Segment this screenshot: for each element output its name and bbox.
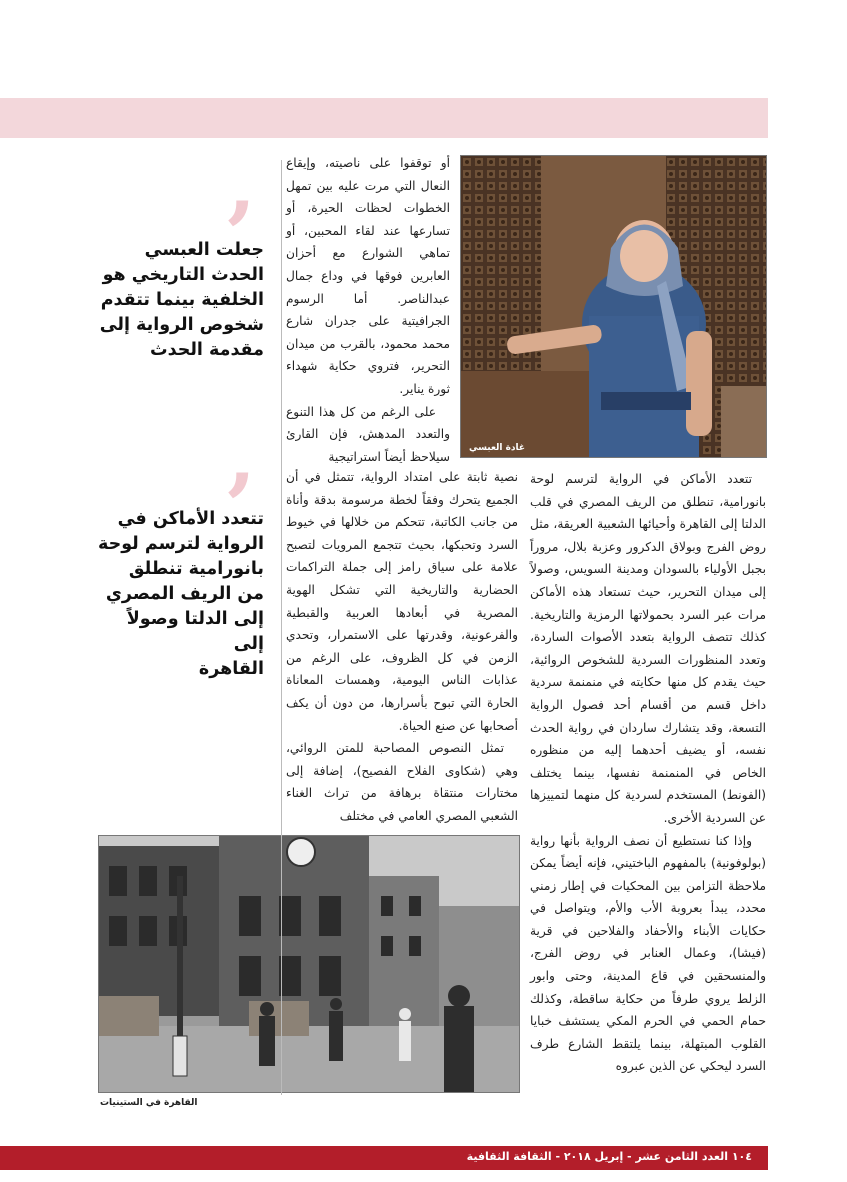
paragraph: أو توقفوا على ناصيته، وإيقاع النعال التي مرت عليه بين تمهل الخطوات لحظات الحيرة، أو تسارعها عند لقاء المحبين، أو تماهي الشوارع مع أحزان العابرين فوقها في وداع جمال عبدالناصر. أما الرسوم الجرافيتية على جدران شارع محمد محمود، بالقرب من ميدان التحرير، فتروي حكاية شهداء ثورة يناير. [286,156,450,396]
quote-line: مقدمة الحدث [150,340,264,360]
page-footer [0,1146,768,1170]
footer-text: ١٠٤ العدد الثامن عشر - إبريل ٢٠١٨ - الثقافة الثقافية [466,1150,752,1163]
quote-line: شخوص الرواية إلى [99,315,264,335]
pull-quote-2 [96,507,264,682]
paragraph: تتعدد الأماكن في الرواية لترسم لوحة بانورامية، تنطلق من الريف المصري في قلب الدلتا إلى القاهرة وأحيائها الشعبية العريقة، مثل روض الفرج وبولاق الدكرور وعزبة بلال، مروراً بجبل الأولياء بالسودان ومدينة السويس، وصولاً إلى ميدان التحرير، حيث تستعاد هذه الأماكن مرات عبر السرد بحمولاتها الرمزية والتاريخية. كذلك تتصف الرواية بتعدد الأصوات الساردة، وتعدد المنظورات السردية للشخوص الروائية، حيث يقدم كل منها حكايته في منمنمة سردية داخل قسم من أقسام أحد فصول الرواية التسعة، وقد يتشارك ساردان في رواية الحدث نفسه، أو يضيف أحدهما إليه من منظوره الخاص في المنمنمة نفسها، بينما يختلف (الفونط) المستخدم لسردية كل منهما لتمييزها عن السردية الأخرى. [530,472,766,825]
portrait-illustration [461,156,767,458]
article-column-middle-top [286,152,450,468]
header-band [0,98,768,138]
quote-line: تتعدد الأماكن في [117,509,264,529]
portrait-caption: غادة العبسي [469,443,526,453]
quote-mark-icon: ’ [224,182,256,288]
paragraph: تمثل النصوص المصاحبة للمتن الروائي، وهي (شكاوى الفلاح الفصيح)، إضافة إلى مختارات منتقاة برهافة من تراث الغناء الشعبي المصري العامي في مختلف [286,741,518,823]
paragraph: على الرغم من كل هذا التنوع والتعدد المدهش، فإن القارئ سيلاحظ أيضاً استراتيجية [286,404,450,464]
quote-line: من الريف المصري [105,584,264,604]
quote-line: الخلفية بينما تتقدم [100,290,264,310]
quote-mark-icon: ’ [224,454,256,560]
quote-line: الحدث التاريخي هو [102,265,264,285]
paragraph: نصية ثابتة على امتداد الرواية، تتمثل في أن الجميع يتحرك وفقاً لخطة مرسومة بدقة وأناة من جانب الكاتبة، تتحكم من خلالها في خيوط السرد وتحبكها، بحيث تتجمع المرويات لتصبح علامة على سياق رامز إلى جملة التراكمات الحضارية والتاريخية التي تشكل الهوية المصرية في أبعادها العربية والقبطية والفرعونية، وقدرتها على الاستمرار، وتحدي الزمن في كل الظروف، على الرغم من عذابات الناس اليومية، وهمسات المعاناة الحارة التي تبوح بأسرارها، من دون أن يكف أصحابها عن صنع الحياة. [286,470,518,733]
pull-quote-1 [96,238,264,363]
column-divider [281,160,282,1095]
quote-line: القاهرة [198,659,264,679]
article-column-middle-bottom [286,466,518,828]
paragraph: وإذا كنا نستطيع أن نصف الرواية بأنها رواية (بولوفونية) بالمفهوم الباختيني، فإنه أيضاً يمكن ملاحظة التزامن بين المحكيات في إطار زمني محدد، يبدأ بعروبة الأب والأم، ويتواصل في حكايات الأبناء والأحفاد والفلاحين في قرية (فيشا)، وعمال العنابر في روض الفرج، والمنسحقين في قاع المدينة، وحتى وابور الزلط يروي طرفاً من حكاية ساقطة، وكذلك حمام الحمي في الحرم المكي يستشف خبايا القلوب المبتهلة، بينما يلتقط الشارع طرف السرد ليحكي عن الذين عبروه [530,833,766,1074]
quote-line: بانورامية تنطلق [128,559,264,579]
quote-line: جعلت العبسي [144,240,264,260]
article-column-right [530,468,766,1078]
author-portrait-photo [460,155,767,458]
quote-line: إلى الدلتا وصولاً إلى [126,609,264,654]
quote-line: الرواية لترسم لوحة [97,534,264,554]
street-illustration [99,836,520,1093]
cairo-street-photo [98,835,520,1093]
street-caption: القاهرة في الستينيات [100,1098,198,1108]
